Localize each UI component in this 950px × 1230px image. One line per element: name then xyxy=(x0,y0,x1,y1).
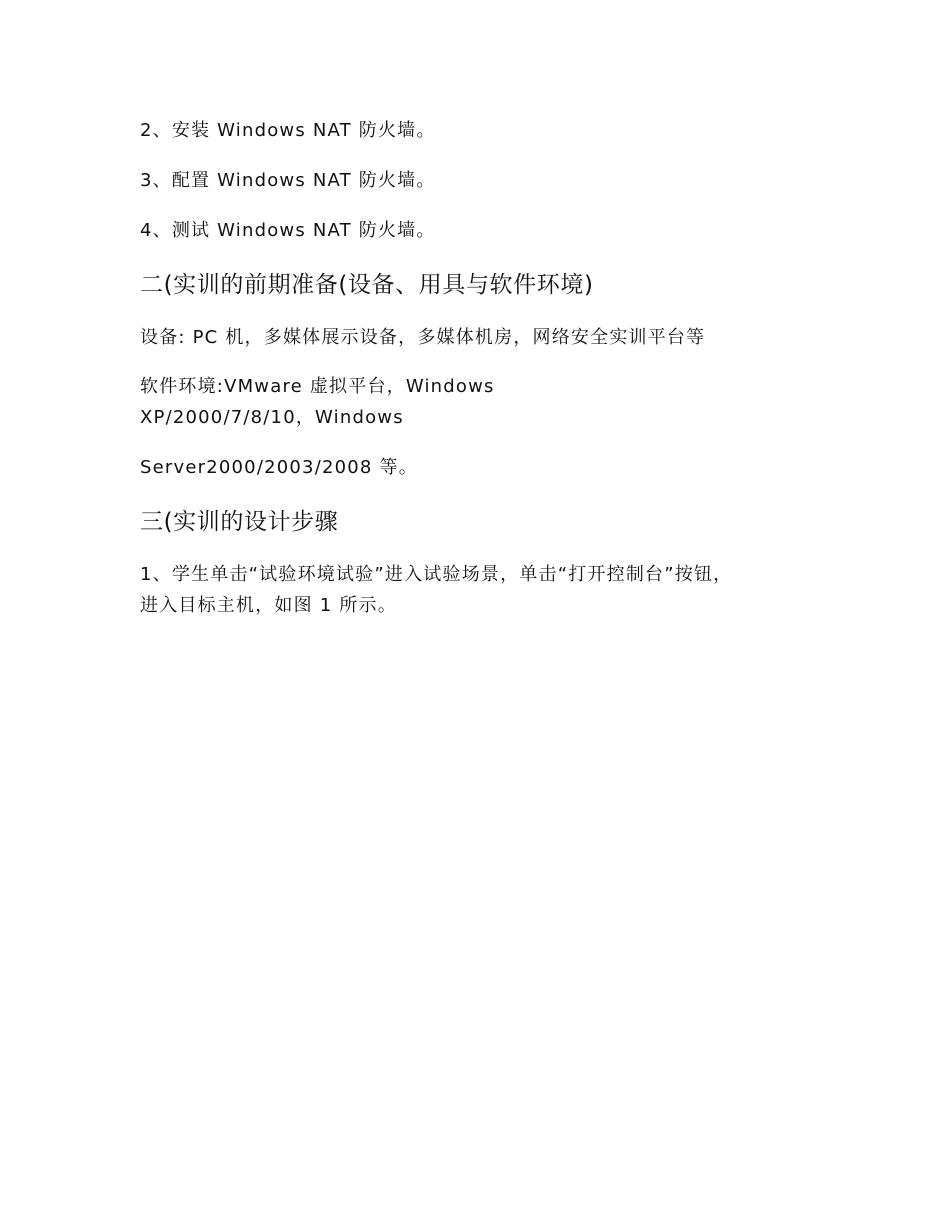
list-item-configure: 3、配置 Windows NAT 防火墙。 xyxy=(140,170,436,191)
software-line-1: 软件环境:VMware 虚拟平台，Windows xyxy=(140,376,495,397)
step1-line-2: 进入目标主机，如图 1 所示。 xyxy=(140,595,397,616)
step1-line-1: 1、学生单击“试验环境试验”进入试验场景，单击“打开控制台”按钮， xyxy=(140,564,733,585)
equipment-paragraph: 设备: PC 机，多媒体展示设备，多媒体机房，网络安全实训平台等 xyxy=(140,327,706,348)
list-item-test: 4、测试 Windows NAT 防火墙。 xyxy=(140,220,436,241)
section-heading-design-steps: 三(实训的设计步骤 xyxy=(140,509,339,535)
section-heading-preparation: 二(实训的前期准备(设备、用具与软件环境) xyxy=(140,272,594,298)
software-line-2: XP/2000/7/8/10，Windows xyxy=(140,407,404,428)
software-line-3: Server2000/2003/2008 等。 xyxy=(140,457,418,478)
list-item-install: 2、安装 Windows NAT 防火墙。 xyxy=(140,120,436,141)
